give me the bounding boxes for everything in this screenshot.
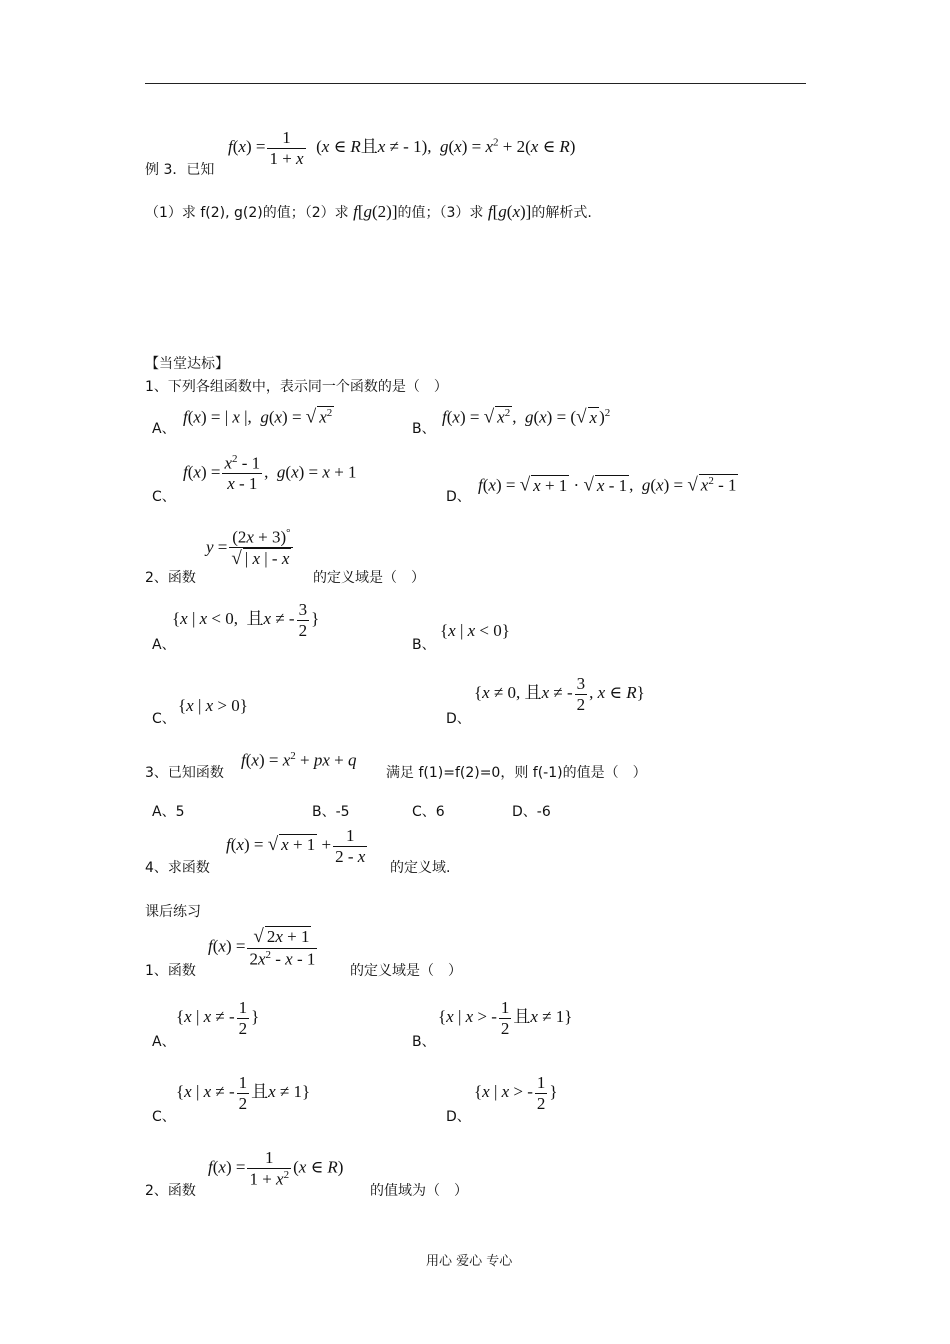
homework-1-option-a-label: A、 — [152, 1034, 176, 1050]
problem-2-option-c-label: C、 — [152, 711, 176, 727]
homework-1-stem-suffix: 的定义域是（ ） — [350, 963, 462, 979]
homework-1-option-a-formula: {x | x ≠ - $\frac{1}{2}$ } — [176, 998, 260, 1038]
page-footer: 用心 爱心 专心 — [426, 1254, 513, 1269]
section-title: 【当堂达标】 — [145, 356, 229, 372]
example3-q2-tail: 的值；（3）求 — [397, 205, 484, 221]
example3-formula: f(x) = $\frac{1}{1 + x}$ (x ∈ R且x ≠ - 1), $g(x) = x^2 + 2(x$ ∈ R) — [228, 128, 576, 168]
problem-2-option-d-label: D、 — [446, 711, 471, 727]
homework-1-option-c-label: C、 — [152, 1109, 176, 1125]
homework-2-stem-prefix: 2、函数 — [145, 1183, 196, 1199]
problem-3-stem-prefix: 3、已知函数 — [145, 765, 224, 781]
problem-2-formula: y = $\frac{(2x + 3)^\circ}{√ | x | - x}$ — [206, 527, 295, 570]
example3-q2-formula: f — [353, 202, 358, 221]
problem-1-option-b-label: B、 — [412, 421, 436, 437]
problem-1-option-d-label: D、 — [446, 489, 471, 505]
problem-2-option-a-formula: {x | x < 0, 且x ≠ - $\frac{3}{2}$ } — [172, 600, 320, 640]
homework-1-stem-prefix: 1、函数 — [145, 963, 196, 979]
problem-3-stem-suffix: 满足 f(1)=f(2)=0，则 f(-1)的值是（ ） — [386, 765, 647, 781]
problem-4-stem-prefix: 4、求函数 — [145, 860, 210, 876]
problem-4-stem-suffix: 的定义域. — [390, 860, 451, 876]
problem-1-option-d-formula: f(x) = √ x + 1 · √ x - 1 , g(x) = √ $x^2 - 1$ — [478, 474, 737, 496]
homework-1-formula: f(x) = $\frac{√ 2x + 1}{2x^2 - x - 1}$ — [208, 926, 316, 969]
example3-questions: （1）求 f(2), g(2)的值；（2）求 f[g(2)]的值；（3）求 f[g(x)]的解析式. — [145, 202, 592, 221]
problem-2-stem-prefix: 2、函数 — [145, 570, 196, 586]
homework-1-option-b-formula: {x | x > - $\frac{1}{2}$ 且x ≠ 1} — [438, 998, 573, 1038]
problem-2-option-b-label: B、 — [412, 637, 436, 653]
example3-q3-formula: f — [487, 202, 493, 221]
homework-2-formula: f(x) = $\frac{1}{1 + x^2}$ (x ∈ R) — [208, 1148, 344, 1189]
problem-2-option-d-formula: {x ≠ 0, 且x ≠ - $\frac{3}{2}$ , x ∈ R} — [474, 674, 645, 714]
homework-2-stem-suffix: 的值域为（ ） — [370, 1183, 468, 1199]
homework-1-option-d-label: D、 — [446, 1109, 471, 1125]
homework-title: 课后练习 — [145, 904, 201, 920]
homework-1-option-d-formula: {x | x > - $\frac{1}{2}$ } — [474, 1073, 558, 1113]
problem-2-option-b-formula: {x | x < 0} — [440, 621, 510, 640]
problem-3-option-c: C、6 — [412, 804, 445, 820]
problem-4-formula: f(x) = √ x + 1 + $\frac{1}{2 - x}$ — [226, 826, 366, 866]
problem-2-option-a-label: A、 — [152, 637, 176, 653]
problem-2-stem-suffix: 的定义域是（ ） — [313, 570, 425, 586]
problem-3-option-a: A、5 — [152, 804, 185, 820]
homework-1-option-b-label: B、 — [412, 1034, 436, 1050]
problem-1-option-c-label: C、 — [152, 489, 176, 505]
example3-q1: （1）求 f(2), g(2)的值；（2）求 — [145, 205, 349, 221]
example3-q3-tail: 的解析式. — [531, 205, 592, 221]
problem-1-option-a-label: A、 — [152, 421, 176, 437]
problem-1-option-b-formula: f(x) = √ $x^2$ , g(x) = (√ x )$^2$ — [442, 406, 611, 428]
problem-1-stem: 1、下列各组函数中，表示同一个函数的是（ ） — [145, 379, 448, 395]
problem-1-option-a-formula: f(x) = | x |, g(x) = √ $x^2$ — [183, 406, 333, 428]
header-rule — [145, 83, 806, 84]
problem-3-formula: $f(x) = x^2$ + px + q — [241, 750, 357, 770]
example3-label: 例 3．已知 — [145, 162, 215, 178]
problem-2-option-c-formula: {x | x > 0} — [178, 696, 248, 715]
problem-1-option-c-formula: f(x) = $\frac{x^2 - 1}{x - 1}$ , g(x) = x + 1 — [183, 453, 357, 494]
problem-3-option-b: B、-5 — [312, 804, 350, 820]
problem-3-option-d: D、-6 — [512, 804, 551, 820]
homework-1-option-c-formula: {x | x ≠ - $\frac{1}{2}$ 且x ≠ 1} — [176, 1073, 311, 1113]
